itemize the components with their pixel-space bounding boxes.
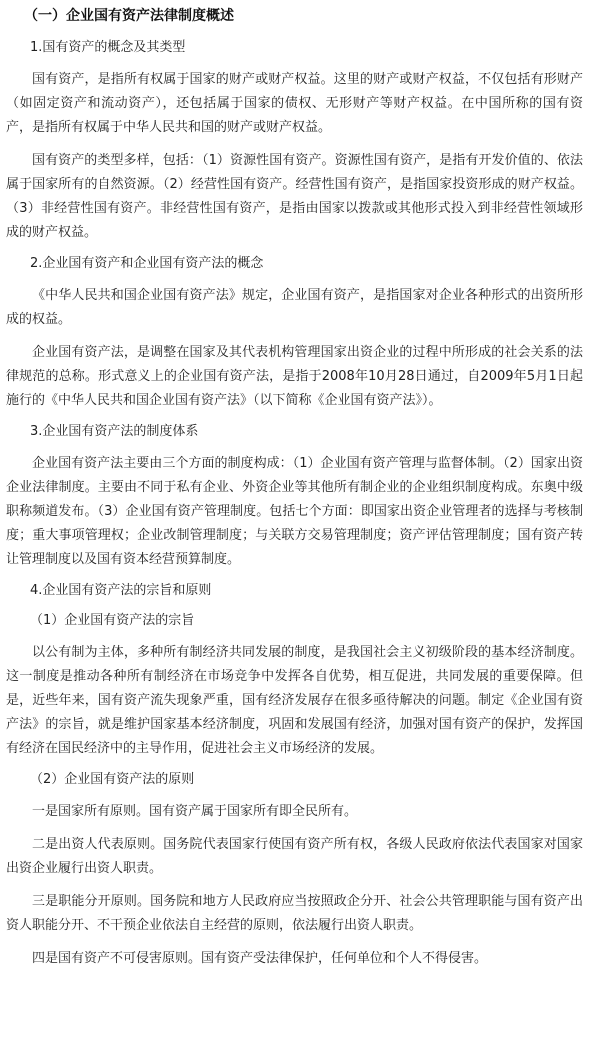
subheading-purpose: （1）企业国有资产法的宗旨 <box>30 613 195 628</box>
heading-concept-and-types: 1.国有资产的概念及其类型 <box>30 40 186 55</box>
paragraph-principle-separation-of-functions: 三是职能分开原则。国务院和地方人民政府应当按照政企分开、社会公共管理职能与国有资产出资人职能分开、不干预企业依法自主经营的原则，依法履行出资人职责。 <box>6 894 583 933</box>
paragraph-state-asset-types: 国有资产的类型多样，包括：（1）资源性国有资产。资源性国有资产，是指有开发价值的、依法属于国家所有的自然资源。（2）经营性国有资产。经营性国有资产，是指国家投资形成的财产权益。（3）非经营性国有资产。非经营性国有资产，是指由国家以拨款或其他形式投入到非经营性领域形成的财产权益。 <box>6 153 583 240</box>
paragraph-state-asset-definition: 国有资产，是指所有权属于国家的财产或财产权益。这里的财产或财产权益，不仅包括有形财产（如固定资产和流动资产），还包括属于国家的债权、无形财产等财产权益。在中国所称的国有资产，是指所有权属于中华人民共和国的财产或财产权益。 <box>6 72 583 135</box>
section-title: （一）企业国有资产法律制度概述 <box>24 8 234 24</box>
paragraph-enterprise-asset-law-definition: 企业国有资产法，是调整在国家及其代表机构管理国家出资企业的过程中所形成的社会关系的法律规范的总称。形式意义上的企业国有资产法，是指于2008年10月28日通过，自2009年5月1日起施行的《中华人民共和国企业国有资产法》（以下简称《企业国有资产法》）。 <box>6 345 583 408</box>
paragraph-institutional-system: 企业国有资产法主要由三个方面的制度构成：（1）企业国有资产管理与监督体制。（2）国家出资企业法律制度。主要由不同于私有企业、外资企业等其他所有制企业的企业组织制度构成。东奥中级职称频道发布。（3）企业国有资产管理制度。包括七个方面：即国家出资企业管理者的选择与考核制度；重大事项管理权；企业改制管理制度；与关联方交易管理制度；资产评估管理制度；国有资产转让管理制度以及国有资本经营预算制度。 <box>6 456 583 567</box>
paragraph-purpose: 以公有制为主体，多种所有制经济共同发展的制度，是我国社会主义初级阶段的基本经济制度。这一制度是推动各种所有制经济在市场竞争中发挥各自优势，相互促进，共同发展的重要保障。但是，近些年来，国有资产流失现象严重，国有经济发展存在很多亟待解决的问题。制定《企业国有资产法》的宗旨，就是维护国家基本经济制度，巩固和发展国有经济，加强对国有资产的保护，发挥国有经济在国民经济中的主导作用，促进社会主义市场经济的发展。 <box>6 645 583 756</box>
paragraph-principle-state-ownership: 一是国家所有原则。国有资产属于国家所有即全民所有。 <box>32 804 358 819</box>
paragraph-enterprise-asset-definition: 《中华人民共和国企业国有资产法》规定，企业国有资产，是指国家对企业各种形式的出资所形成的权益。 <box>6 288 583 327</box>
heading-institutional-system: 3.企业国有资产法的制度体系 <box>30 424 199 439</box>
subheading-principles: （2）企业国有资产法的原则 <box>30 772 195 787</box>
paragraph-principle-investor-representative: 二是出资人代表原则。国务院代表国家行使国有资产所有权，各级人民政府依法代表国家对国家出资企业履行出资人职责。 <box>6 837 583 876</box>
heading-purpose-and-principles: 4.企业国有资产法的宗旨和原则 <box>30 583 212 598</box>
heading-enterprise-asset-law-concept: 2.企业国有资产和企业国有资产法的概念 <box>30 256 264 271</box>
paragraph-principle-inviolability: 四是国有资产不可侵害原则。国有资产受法律保护，任何单位和个人不得侵害。 <box>32 951 488 966</box>
